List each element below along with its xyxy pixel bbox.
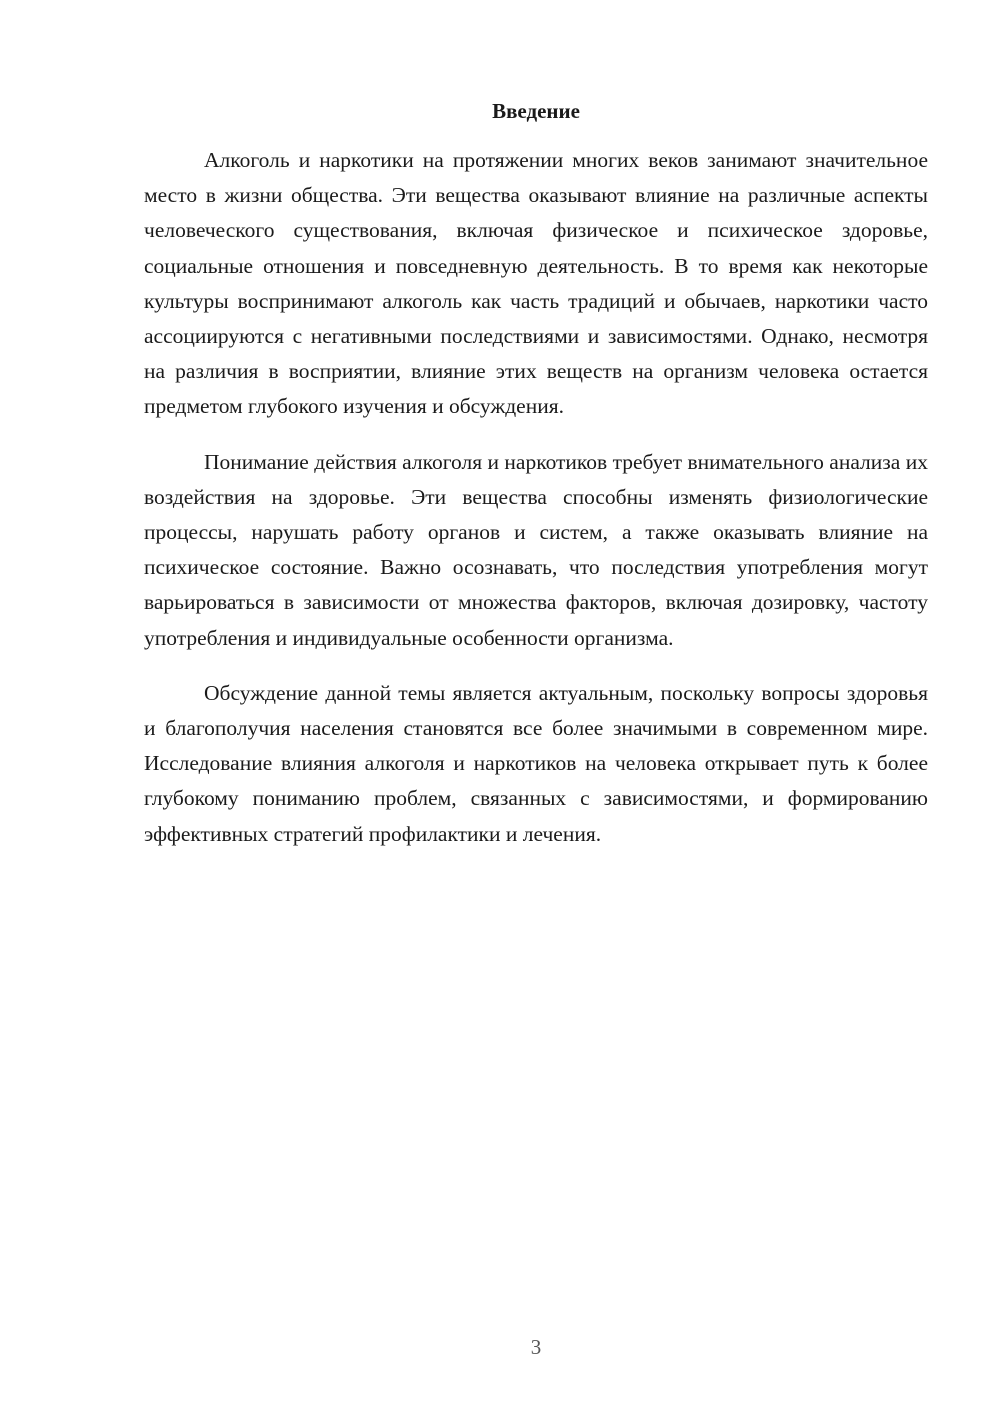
document-body bbox=[144, 143, 928, 872]
page-number: 3 bbox=[530, 1335, 542, 1359]
paragraph-3: Обсуждение данной темы является актуальным, поскольку вопросы здоровья и благополучия населения становятся все более значимыми в современном мире. Исследование влияния алкоголя и наркотиков на человека открывает путь к более глубокому пониманию проблем, связанных с зависимостями, и формированию эффективных стратегий профилактики и лечения. bbox=[144, 680, 928, 846]
paragraph-1: Алкоголь и наркотики на протяжении многих веков занимают значительное место в жизни общества. Эти вещества оказывают влияние на различные аспекты человеческого существования, включая физическое и психическое здоровье, социальные отношения и повседневную деятельность. В то время как некоторые культуры воспринимают алкоголь как часть традиций и обычаев, наркотики часто ассоциируются с негативными последствиями и зависимостями. Однако, несмотря на различия в восприятии, влияние этих веществ на организм человека остается предметом глубокого изучения и обсуждения. bbox=[144, 148, 928, 419]
paragraph-2: Понимание действия алкоголя и наркотиков требует внимательного анализа их воздействия на здоровье. Эти вещества способны изменять физиологические процессы, нарушать работу органов и систем, а также оказывать влияние на психическое состояние. Важно осознавать, что последствия употребления могут варьироваться в зависимости от множества факторов, включая дозировку, частоту употребления и индивидуальные особенности организма. bbox=[144, 449, 928, 650]
section-title: Введение bbox=[492, 99, 580, 123]
